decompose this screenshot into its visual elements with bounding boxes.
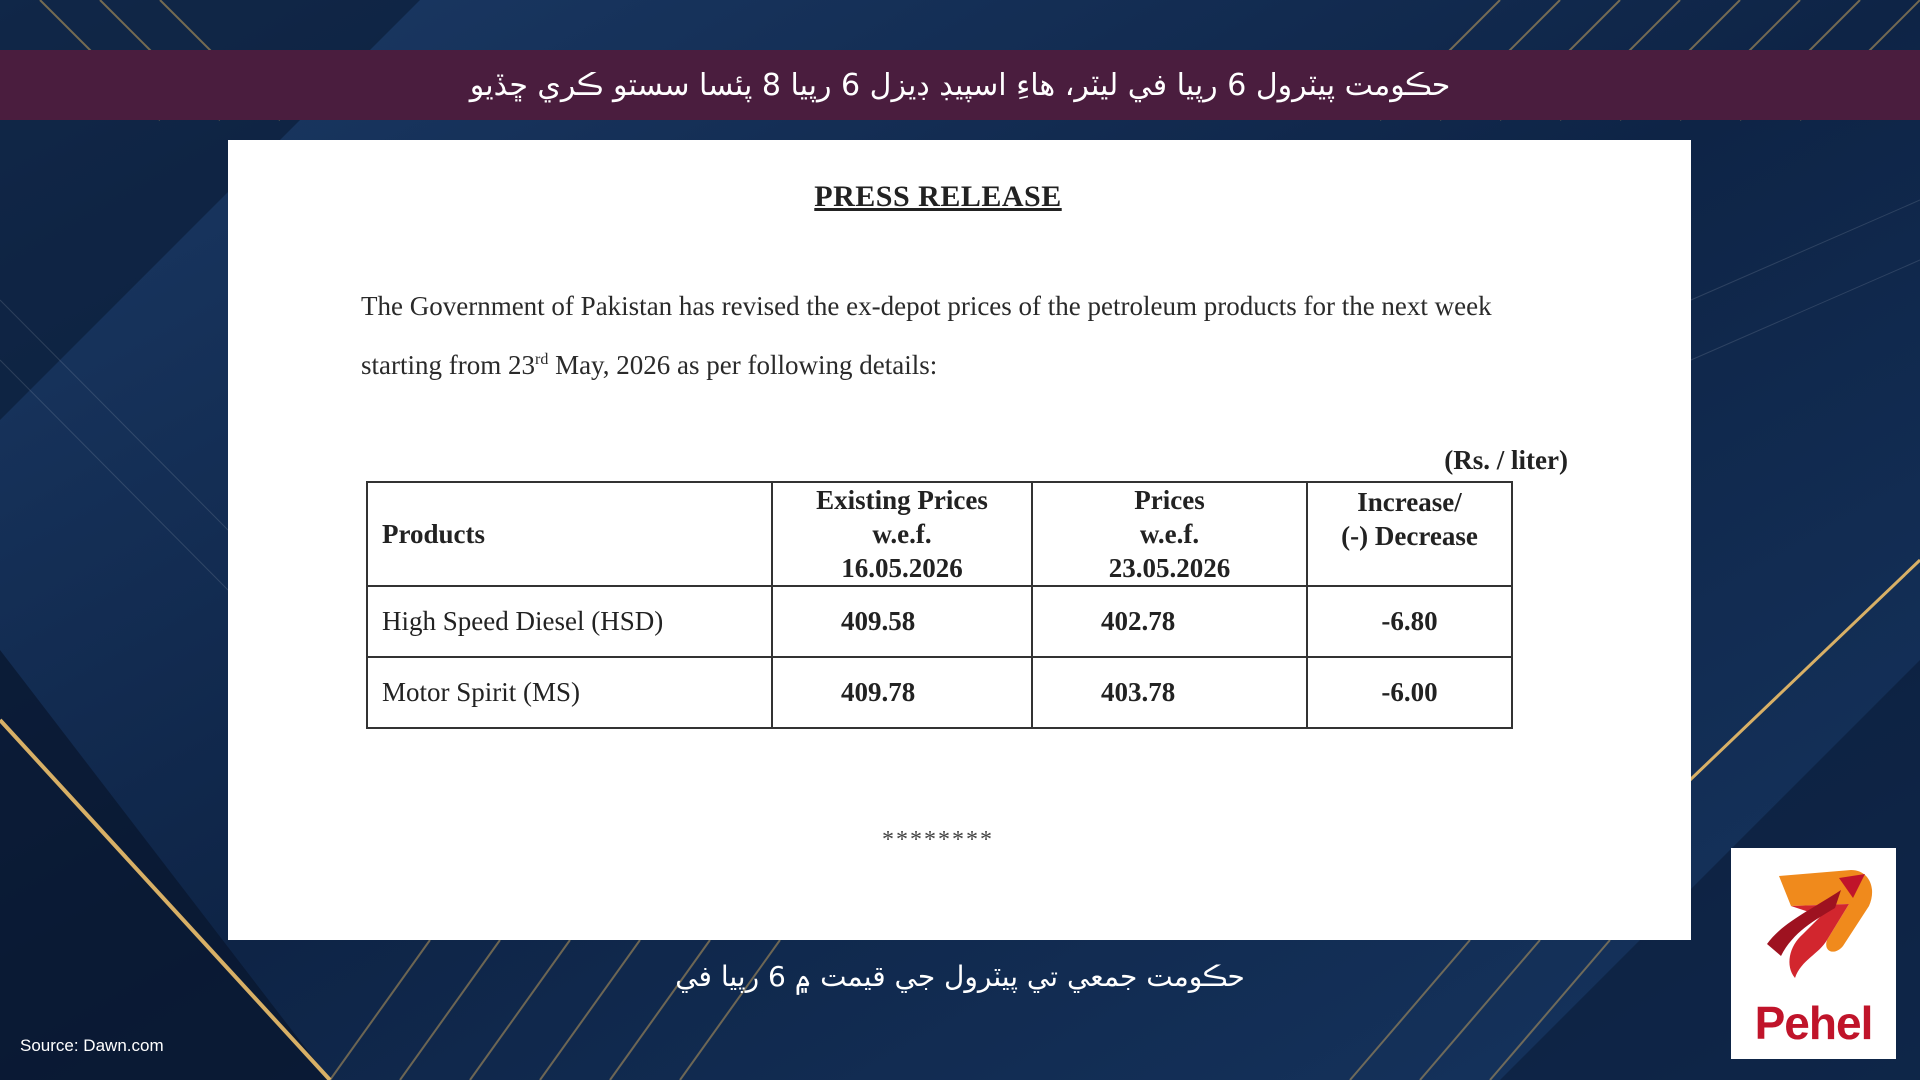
headline-banner (0, 50, 1920, 120)
header-change: Increase/ (-) Decrease (1307, 482, 1512, 586)
table-row (367, 657, 1512, 728)
logo-text: Pehel (1754, 997, 1873, 1049)
row-product: Motor Spirit (MS) (367, 657, 772, 728)
row-existing-price: 409.78 (772, 657, 1032, 728)
table-header-row (367, 482, 1512, 586)
header-new-prices: Prices w.e.f. 23.05.2026 (1032, 482, 1307, 586)
row-product: High Speed Diesel (HSD) (367, 586, 772, 657)
row-change: -6.00 (1307, 657, 1512, 728)
document-end-stars: ******** (882, 827, 994, 853)
source-credit: Source: Dawn.com (20, 1036, 164, 1055)
headline-text: حڪومت پيٽرول 6 رپيا في ليٽر، هاءِ اسپيڊ ڊيزل 6 رپيا 8 پئسا سستو ڪري ڇڏيو (469, 67, 1451, 103)
document-paragraph (361, 280, 1561, 392)
caption-text: حڪومت جمعي تي پيٽرول جي قيمت ۾ 6 رپيا في (675, 960, 1245, 993)
document-title: PRESS RELEASE (814, 180, 1062, 213)
pehel-arrow-logo-icon (1731, 848, 1896, 998)
row-new-price: 402.78 (1032, 586, 1307, 657)
pehel-logo (1731, 848, 1896, 1059)
header-products: Products (367, 482, 772, 586)
price-unit: (Rs. / liter) (1444, 445, 1568, 475)
row-new-price: 403.78 (1032, 657, 1307, 728)
press-release-document (228, 140, 1691, 940)
paragraph-superscript: rd (534, 351, 549, 368)
row-change: -6.80 (1307, 586, 1512, 657)
header-existing-prices: Existing Prices w.e.f. 16.05.2026 (772, 482, 1032, 586)
paragraph-part-1: The Government of Pakistan has revised the ex-depot prices of the petroleum products for the next week starting from 23 (361, 291, 1492, 380)
row-existing-price: 409.58 (772, 586, 1032, 657)
table-row (367, 586, 1512, 657)
price-table (366, 481, 1513, 729)
paragraph-part-2: May, 2026 as per following details: (548, 350, 938, 380)
